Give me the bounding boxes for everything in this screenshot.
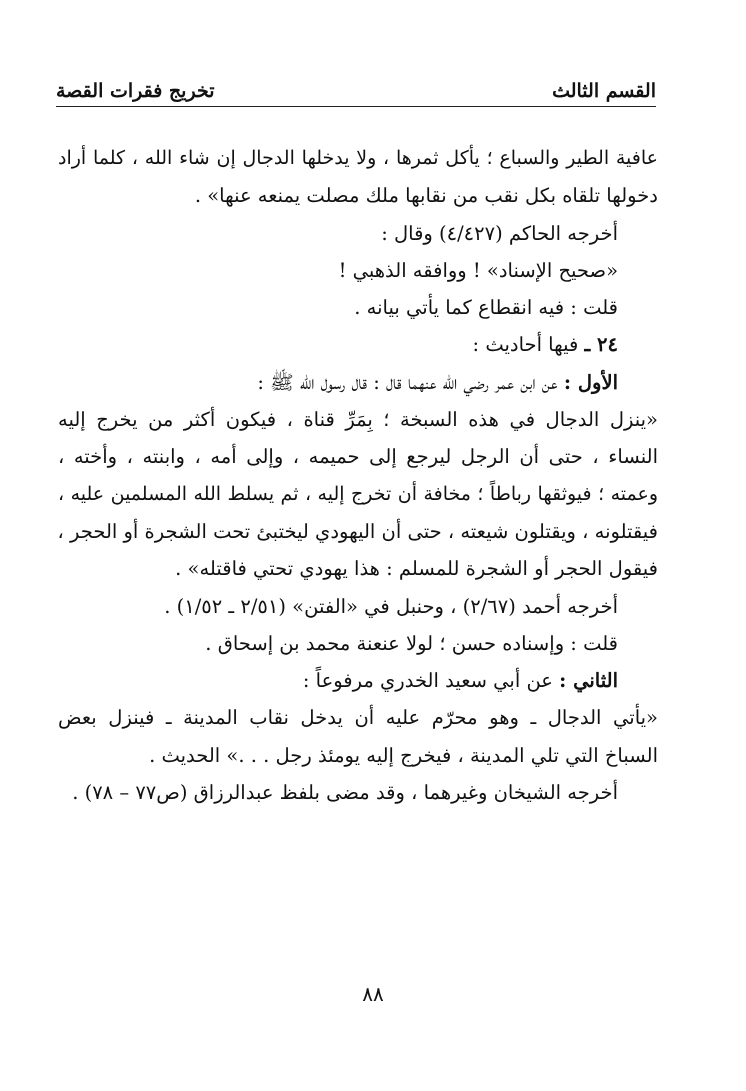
text-line: ٢٤ ـ فيها أحاديث : (472, 333, 618, 357)
body-text (58, 140, 658, 811)
text-line: أخرجه أحمد (٢/٦٧) ، وحنبل في «الفتن» (٢/٥١ ـ ١/٥٢) . (164, 594, 618, 618)
text-line: دخولها تلقاه بكل نقب من نقابها ملك مصلت يمنعه عنها» . (194, 184, 658, 208)
page-number: ٨٨ (362, 982, 384, 1006)
text-line: «صحيح الإسناد» ! ووافقه الذهبي ! (338, 258, 618, 282)
text-line: أخرجه الحاكم (٤/٤٢٧) وقال : (381, 221, 618, 245)
text-line: قلت : فيه انقطاع كما يأتي بيانه . (354, 296, 618, 320)
text-line: قلت : وإسناده حسن ؛ لولا عنعنة محمد بن إسحاق . (205, 631, 618, 655)
text-line: السباخ التي تلي المدينة ، فيخرج إليه يومئذ رجل . . .» الحديث . (149, 743, 658, 767)
text-line: الثاني : عن أبي سعيد الخدري مرفوعاً : (302, 669, 618, 693)
text-line: «يأتي الدجال ـ وهو محرّم عليه أن يدخل نقاب المدينة ـ فينزل بعض (58, 706, 658, 730)
header-rule (56, 106, 656, 107)
text-line: عافية الطير والسباع ؛ يأكل ثمرها ، ولا يدخلها الدجال إن شاء الله ، كلما أراد (58, 147, 658, 169)
running-header (56, 70, 656, 102)
header-title: تخريج فقرات القصة (56, 80, 215, 102)
text-line: فيقول الحجر أو الشجرة للمسلم : هذا يهودي تحتي فاقتله» . (175, 557, 658, 581)
header-section: القسم الثالث (552, 80, 656, 102)
text-line: وعمته ؛ فيوثقها رباطاً ؛ مخافة أن تخرج إليه ، ثم يسلط الله المسلمين عليه ، (58, 482, 658, 505)
text-line: النساء ، حتى أن الرجل ليرجع إلى حميمه ، وإلى أمه ، وابنته ، وأخته ، (58, 445, 658, 469)
text-line: «ينزل الدجال في هذه السبخة ؛ بِمَرِّ قناة ، فيكون أكثر من يخرج إليه (58, 408, 658, 432)
text-line: فيقتلونه ، ويقتلون شيعته ، حتى أن اليهودي ليختبئ تحت الشجرة أو الحجر ، (58, 519, 658, 543)
text-line: الأول : عن ابن عمر رضي الله عنهما قال : قال رسول الله ﷺ : (257, 370, 618, 394)
text-line: أخرجه الشيخان وغيرهما ، وقد مضى بلفظ عبدالرزاق (ص٧٧ – ٧٨) . (72, 781, 618, 805)
